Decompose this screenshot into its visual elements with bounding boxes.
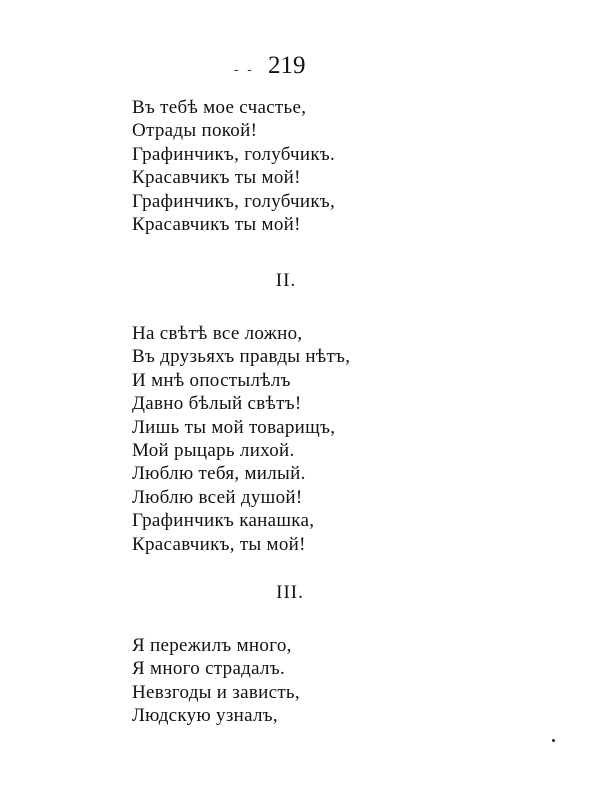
verse-line: Графинчикъ, голубчикъ, (132, 190, 336, 212)
verse-line: Я много страдалъ. (132, 658, 286, 680)
verse-line: Лишь ты мой товарищъ, (132, 416, 336, 438)
verse-line: Красавчикъ, ты мой! (132, 533, 306, 555)
verse-line: Красавчикъ ты мой! (132, 214, 301, 236)
verse-line: Я пережилъ много, (132, 635, 292, 656)
page-number: 219 (268, 52, 306, 79)
verse-line: Красавчикъ ты мой! (132, 167, 301, 189)
verse-line: Отрады покой! (132, 120, 258, 142)
verse-line: Мой рыцарь лихой. (132, 440, 295, 462)
verse-line: Въ друзьяхъ правды нѣтъ, (132, 346, 351, 368)
verse-line: Людскую узналъ, (132, 705, 278, 727)
stanza-1 (132, 96, 335, 236)
section-heading-ii: II. (275, 270, 297, 291)
verse-line: И мнѣ опостылѣлъ (132, 369, 291, 391)
verse-line: Въ тебѣ мое счастье, (132, 97, 307, 118)
stanza-2 (132, 322, 350, 556)
section-heading-iii: III. (276, 582, 304, 603)
verse-line: Люблю тебя, милый. (132, 463, 306, 485)
print-speck (552, 739, 555, 742)
verse-line: Невзгоды и зависть, (132, 681, 300, 703)
verse-line: Графинчикъ, голубчикъ. (132, 143, 336, 165)
page-header (0, 52, 590, 88)
verse-line: Люблю всей душой! (132, 486, 303, 508)
page-number-dashes: - - (234, 62, 254, 78)
verse-line: На свѣтѣ все ложно, (132, 323, 303, 344)
verse-line: Давно бѣлый свѣтъ! (132, 393, 302, 415)
verse-line: Графинчикъ канашка, (132, 510, 315, 532)
stanza-3 (132, 634, 300, 728)
